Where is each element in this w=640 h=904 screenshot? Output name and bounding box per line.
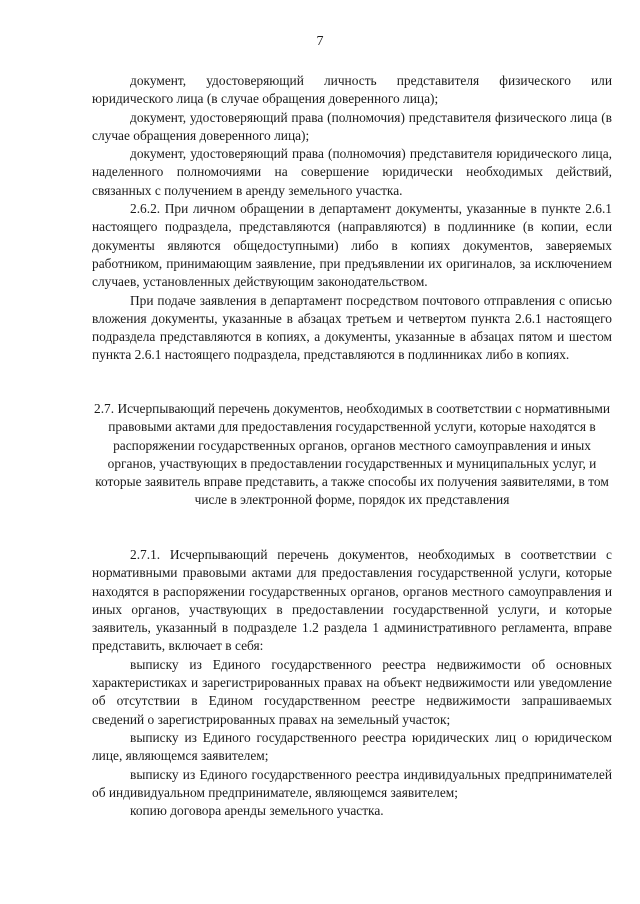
paragraph-2-7-1: 2.7.1. Исчерпывающий перечень документов, необходимых в соответствии с нормативными правовыми актами для предоставления государственной услуги, которые находятся в распоряжении государственных органов, органов местного самоуправления и иных органов, участвующих в предоставлении государственной услуги, и которые заявитель, указанный в подразделе 1.2 раздела 1 административного регламента, вправе представить, включает в себя: [92, 547, 612, 654]
paragraph-entrepreneurs-extract: выписку из Единого государственного реестра индивидуальных предпринимателей об индивидуальном предпринимателе, являющемся заявителем; [92, 766, 612, 800]
paragraph-legal-entity-authority: документ, удостоверяющий права (полномочия) представителя юридического лица, наделенного полномочиями на совершение юридически необходимых действий, связанных с получением в аренду земельного участка. [92, 146, 612, 198]
section-heading-2-7 [92, 400, 612, 510]
page-number: 7 [316, 34, 324, 49]
paragraph-real-estate-extract: выписку из Единого государственного реестра недвижимости об основных характеристиках и зарегистрированных правах на объект недвижимости или уведомление об отсутствии в Едином государственном реестре недвижимости запрашиваемых сведений о зарегистрированных правах на земельный участок; [92, 656, 612, 727]
document-list-2-7-1 [92, 546, 612, 820]
paragraph-2-6-2: 2.6.2. При личном обращении в департамент документы, указанные в пункте 2.6.1 настоящего подраздела, представляются (направляются) в подлиннике (в копии, если документы являются общедоступными) либо в копиях документов, заверяемых работником, принимающим заявление, при предъявлении их оригиналов, за исключением случаев, установленных действующим законодательством. [92, 201, 612, 290]
section-heading-text: 2.7. Исчерпывающий перечень документов, необходимых в соответствии с нормативными правовыми актами для предоставления государственной услуги, которые находятся в распоряжении государственных органов, органов местного самоуправления и иных органов, участвующих в предоставлении государственных и муниципальных услуг, и которые заявитель вправе представить, а также способы их получения заявителями, в том числе в электронной форме, порядок их представления [94, 401, 610, 508]
paragraph-individual-authority: документ, удостоверяющий права (полномочия) представителя физического лица (в случае обращения доверенного лица); [92, 109, 612, 143]
paragraph-legal-entities-extract: выписку из Единого государственного реестра юридических лиц о юридическом лице, являющемся заявителем; [92, 729, 612, 764]
paragraph-lease-copy: копию договора аренды земельного участка. [130, 803, 384, 819]
document-list-section [92, 72, 612, 365]
paragraph-identity-document: документ, удостоверяющий личность представителя физического или юридического лица (в случае обращения доверенного лица); [92, 73, 612, 107]
paragraph-postal-submission: При подаче заявления в департамент посредством почтового отправления с описью вложения документы, указанные в абзацах третьем и четвертом пункта 2.6.1 настоящего подраздела представляются в копиях, а документы, указанные в абзацах пятом и шестом пункта 2.6.1 настоящего подраздела, представляются в подлинниках либо в копиях. [92, 292, 612, 363]
